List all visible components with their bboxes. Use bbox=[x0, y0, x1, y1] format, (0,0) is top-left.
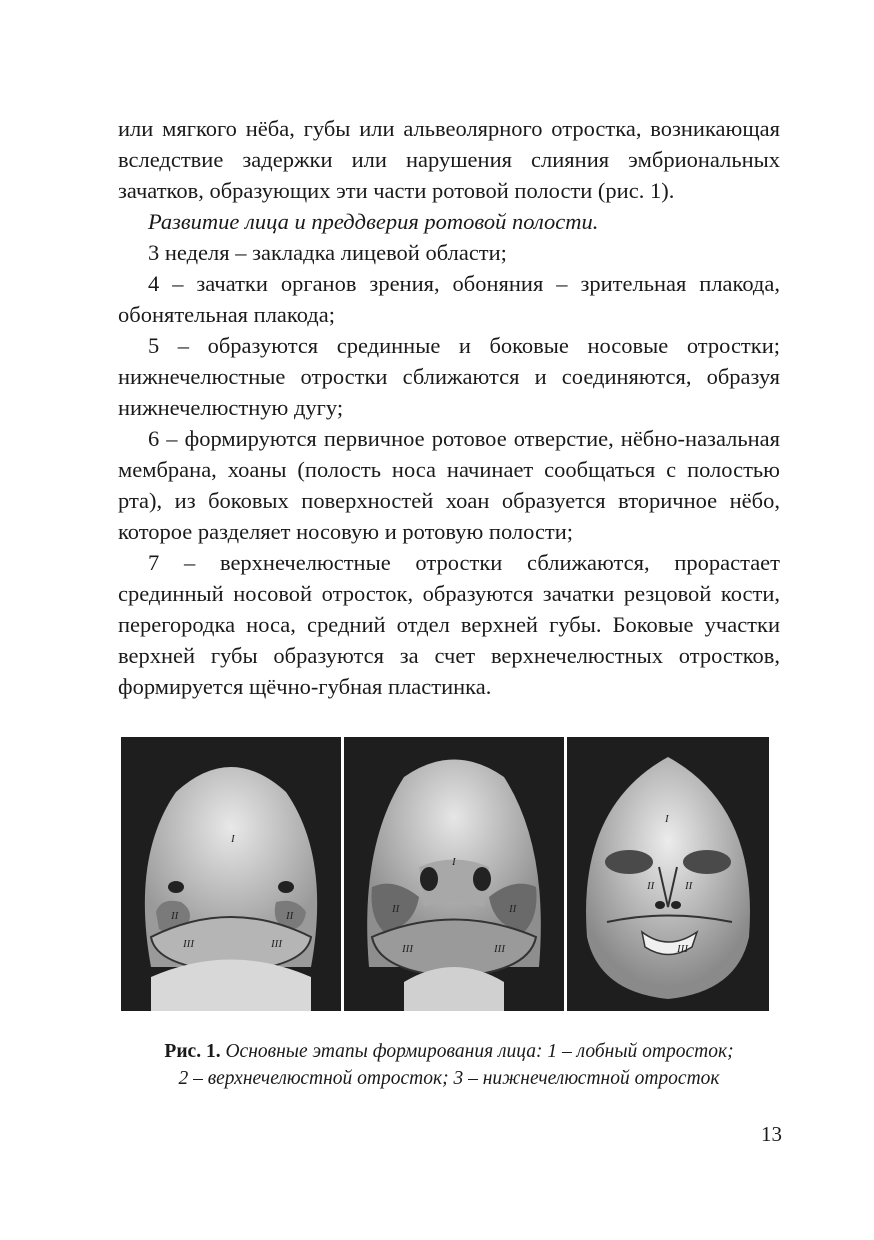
caption-line-2 bbox=[118, 1065, 780, 1092]
chest-region bbox=[151, 960, 311, 1012]
label-I: I bbox=[665, 813, 669, 825]
eye-right bbox=[683, 850, 731, 874]
paragraph-intro: или мягкого нёба, губы или альвеолярного отростка, возникающая вследствие задержки или нарушения слияния эмбриональных зачатков, образующих эти части ротовой полости (рис. 1). bbox=[118, 116, 780, 203]
figure-panel-middle-stage bbox=[344, 737, 564, 1011]
embryo-illustration-3 bbox=[567, 737, 769, 1011]
nostril-left bbox=[655, 901, 665, 909]
eye-left bbox=[605, 850, 653, 874]
label-II: II bbox=[392, 903, 400, 915]
label-I: I bbox=[452, 856, 456, 868]
stage-week-5: 5 – образуются срединные и боковые носовые отростки; нижнечелюстные отростки сближаются и соединяются, образуя нижнечелюстную дугу; bbox=[118, 333, 780, 420]
face-outline bbox=[586, 757, 750, 999]
embryo-illustration-2 bbox=[344, 737, 564, 1011]
nasal-pit-left bbox=[168, 881, 184, 893]
label-III: III bbox=[494, 943, 505, 955]
figure-caption bbox=[118, 1038, 780, 1092]
figure-panel-early-stage bbox=[121, 737, 341, 1011]
nostril-right bbox=[671, 901, 681, 909]
stage-week-7: 7 – верхнечелюстные отростки сближаются, прорастает срединный носовой отросток, образуются зачатки резцовой кости, перегородка носа, средний отдел верхней губы. Боковые участки верхней губы образуются за счет верхнечелюстных отростков, формируется щёчно-губная пластинка. bbox=[118, 550, 780, 699]
label-II: II bbox=[286, 910, 294, 922]
page-number: 13 bbox=[761, 1122, 782, 1146]
caption-line-1 bbox=[118, 1038, 780, 1065]
embryo-illustration-1 bbox=[121, 737, 341, 1011]
caption-label: Рис. 1. bbox=[164, 1041, 221, 1062]
label-III: III bbox=[271, 938, 282, 950]
nasal-pit-right bbox=[278, 881, 294, 893]
nasal-pit-right bbox=[473, 867, 491, 891]
caption-text-2: 2 – верхнечелюстной отросток; 3 – нижнечелюстной отросток bbox=[178, 1068, 720, 1089]
label-III: III bbox=[183, 938, 194, 950]
figure-panel-late-stage bbox=[567, 737, 769, 1011]
chest-region bbox=[404, 967, 504, 1011]
main-text bbox=[118, 113, 780, 702]
label-II: II bbox=[685, 880, 693, 892]
label-II: II bbox=[509, 903, 517, 915]
caption-text-1: Основные этапы формирования лица: 1 – лобный отросток; bbox=[220, 1041, 734, 1062]
nasal-pit-left bbox=[420, 867, 438, 891]
label-III: III bbox=[402, 943, 413, 955]
stage-week-4: 4 – зачатки органов зрения, обоняния – зрительная плакода, обонятельная плакода; bbox=[118, 271, 780, 327]
stage-week-6: 6 – формируются первичное ротовое отверстие, нёбно-назальная мембрана, хоаны (полость носа начинает сообщаться с полостью рта), из боковых поверхностей хоан образуется вторичное нёбо, которое разделяет носовую и ротовую полости; bbox=[118, 426, 780, 544]
stage-week-3: 3 неделя – закладка лицевой области; bbox=[148, 240, 507, 265]
label-I: I bbox=[231, 833, 235, 845]
label-II: II bbox=[647, 880, 655, 892]
label-II: II bbox=[171, 910, 179, 922]
section-heading: Развитие лица и преддверия ротовой полости. bbox=[148, 209, 599, 234]
label-III: III bbox=[677, 943, 688, 955]
